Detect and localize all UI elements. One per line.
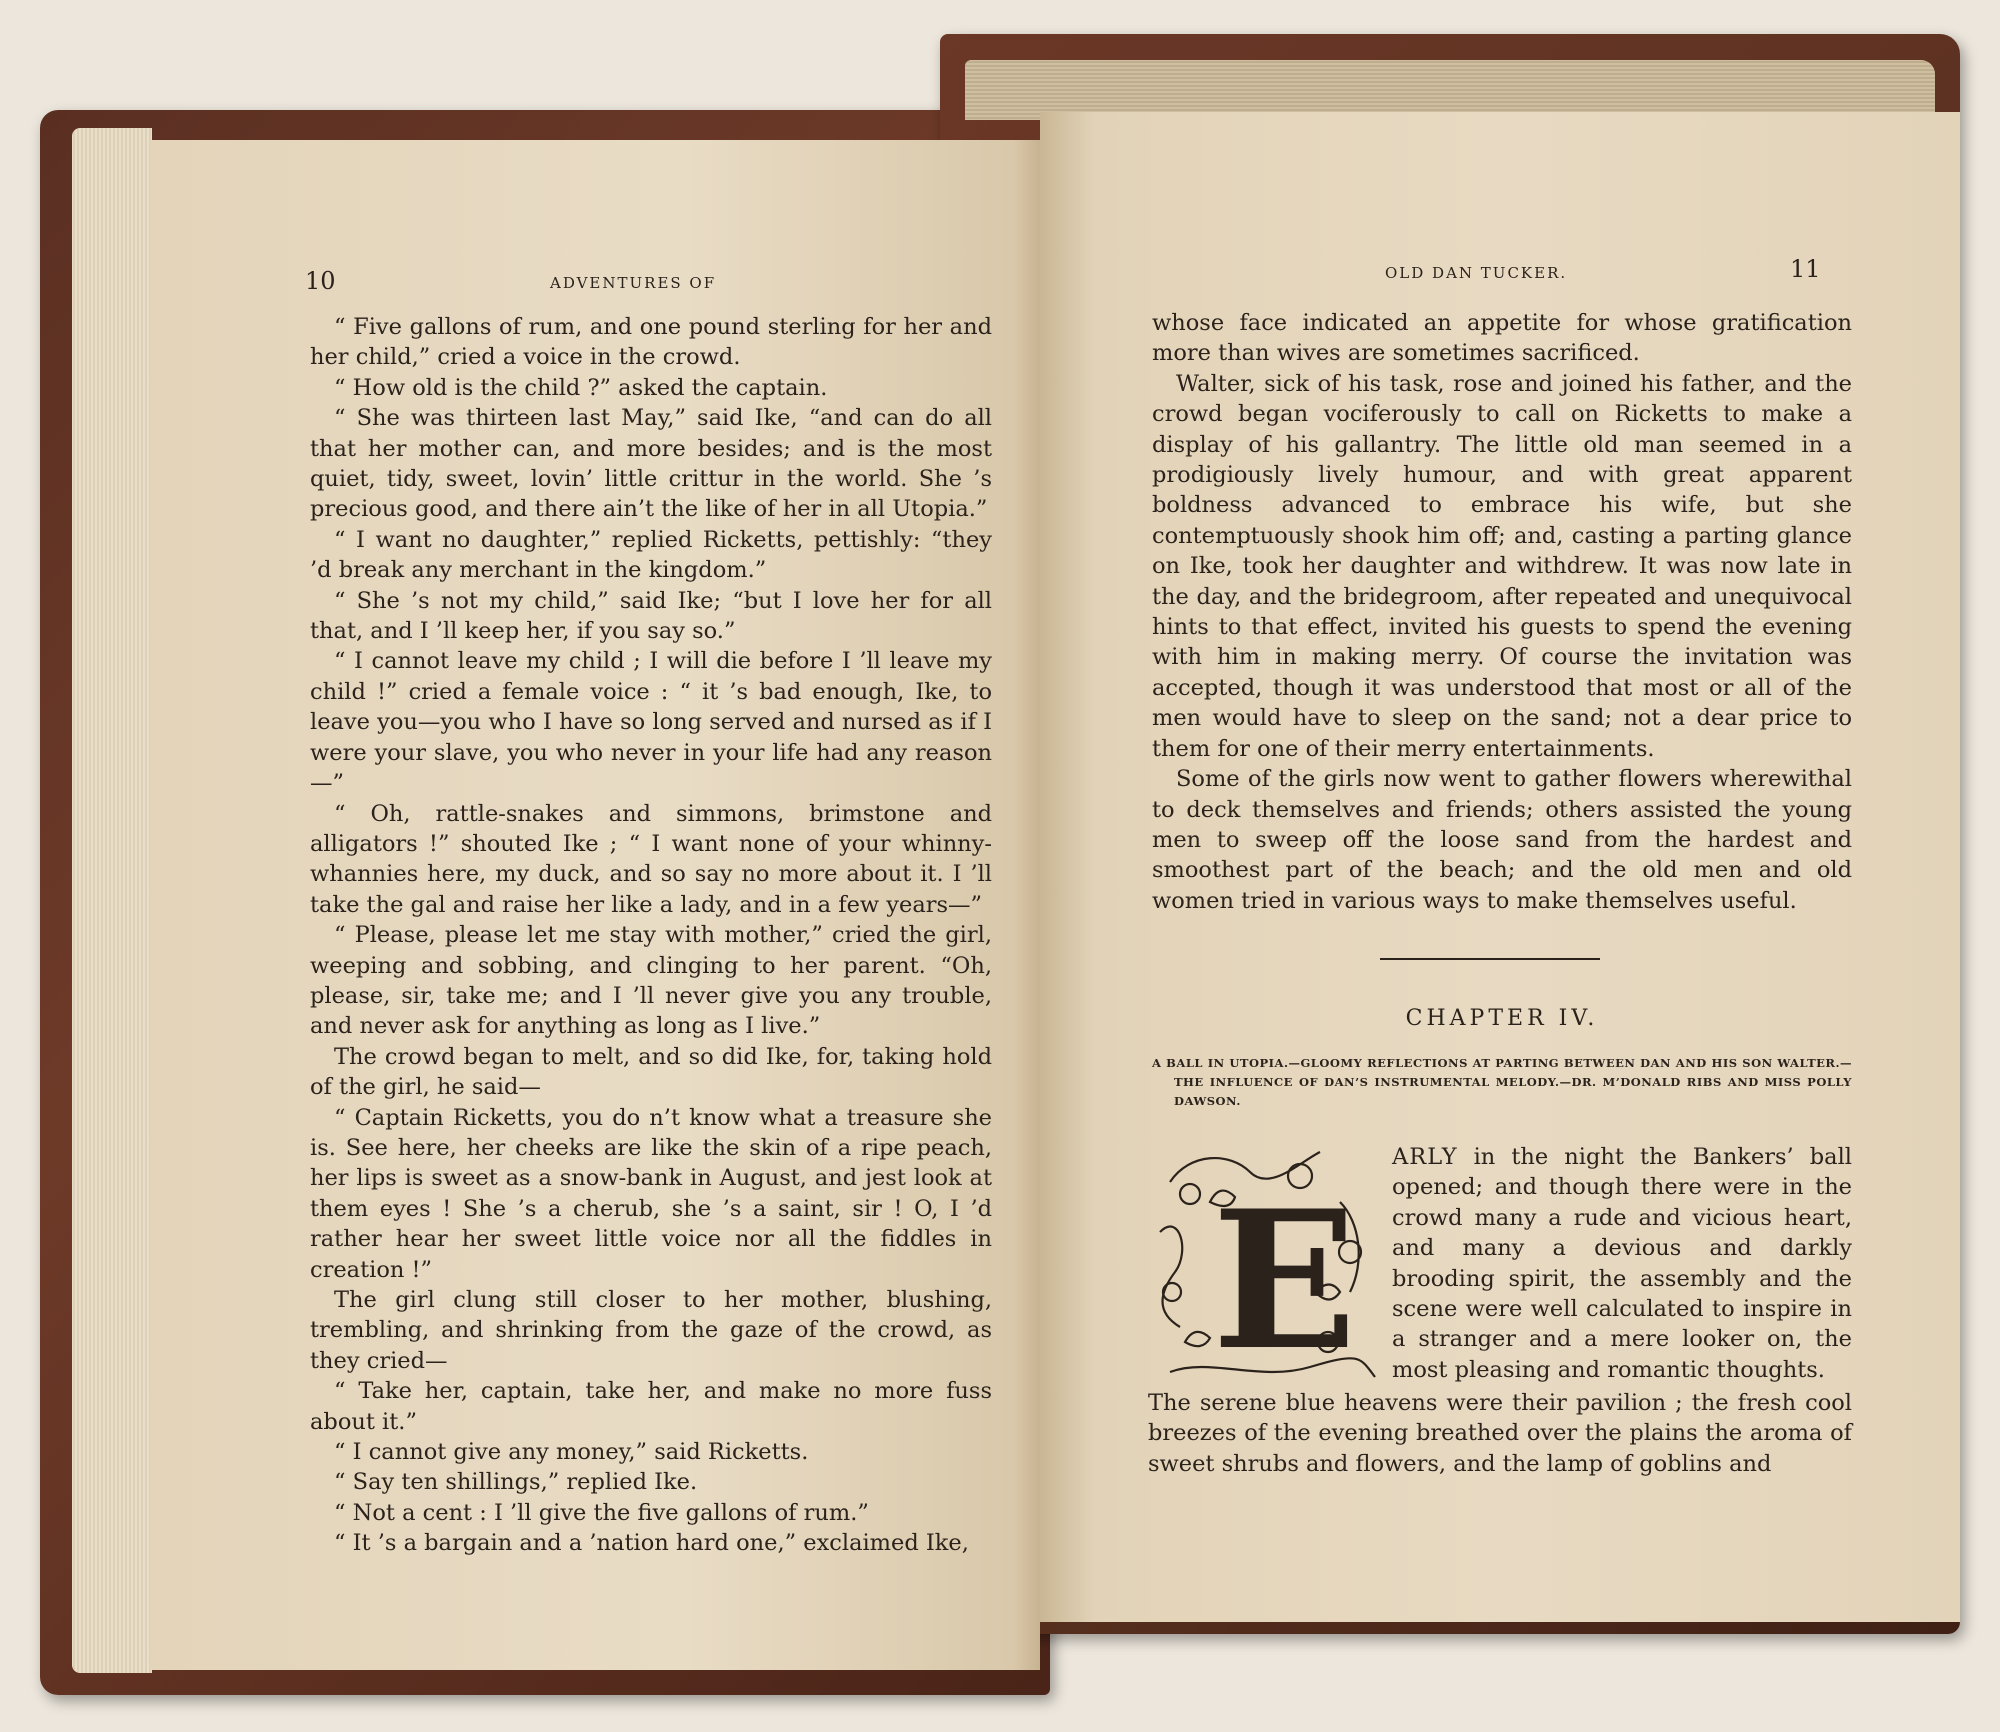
paragraph: whose face indicated an appetite for whose gratification more than wives are sometimes sacrificed. [1152,310,1852,367]
paragraph: “ She was thirteen last May,” said Ike, “and can do all that her mother can, and more besides; and is the most quiet, tidy, sweet, lovin’ little crittur in the world. She ’s precious good, and there ain’t the like of her in all Utopia.” [310,405,992,523]
paragraph: “ Say ten shillings,” replied Ike. [334,1469,698,1496]
paragraph: The crowd began to melt, and so did Ike, for, taking hold of the girl, he said— [310,1043,992,1101]
chapter-divider [1380,958,1600,960]
continuation-text: The serene blue heavens were their pavilion ; the fresh cool breezes of the evening breathed over the plains the aroma of sweet shrubs and flowers, and the lamp of goblins and [1148,1390,1852,1477]
dropcap-paragraph [1392,1142,1852,1385]
paragraph: “ Five gallons of rum, and one pound sterling for her and her child,” cried a voice in the crowd. [310,314,992,371]
paragraph: “ Captain Ricketts, you do n’t know what a treasure she is. See here, her cheeks are like the skin of a ripe peach, her lips is sweet as a snow-bank in August, and jest look at them eyes ! She ’s a cherub, she ’s a saint, sir ! O, I ’d rather hear her sweet little voice nor all the fiddles in creation !” [310,1104,992,1283]
page-edges-top [965,60,1935,120]
paragraph: “ Take her, captain, take her, and make no more fuss about it.” [310,1378,992,1435]
paragraph: The girl clung still closer to her mother, blushing, trembling, and shrinking from the gaze of the crowd, as they cried— [310,1287,992,1374]
paragraph: “ I cannot leave my child ; I will die before I ’ll leave my child !” cried a female voice : “ it ’s bad enough, Ike, to leave you—you who I have so long served and nursed as if I were your slave, you who never in your life had any reason—” [310,648,992,797]
paragraph: “ It ’s a bargain and a ’nation hard one,” exclaimed Ike, [334,1530,969,1557]
paragraph: “ Please, please let me stay with mother,” cried the girl, weeping and sobbing, and clinging to her parent. “Oh, please, sir, take me; and I ’ll never give you any trouble, and never ask for anything as long as I live.” [310,922,992,1040]
paragraph: Some of the girls now went to gather flowers wherewithal to deck themselves and friends; others assisted the young men to sweep off the loose sand from the hardest and smoothest part of the beach; and the old men and old women tried in various ways to make themselves useful. [1152,766,1852,914]
left-page [150,140,1040,1670]
chapter-summary-text: A BALL IN UTOPIA.—GLOOMY REFLECTIONS AT PARTING BETWEEN DAN AND HIS SON WALTER.—THE INFLUENCE OF DAN’S INSTRUMENTAL MELODY.—DR. M’DONALD RIBS AND MISS POLLY DAWSON. [1152,1056,1852,1108]
chapter-summary [1152,1054,1852,1111]
ornamental-initial-image [1150,1142,1380,1387]
page-edges-left [72,128,152,1673]
right-running-head: OLD DAN TUCKER. [1385,264,1568,282]
left-text-block [310,312,992,1559]
right-page [1040,112,1960,1622]
left-page-number: 10 [305,267,336,295]
continuation-paragraph [1148,1388,1852,1479]
paragraph: “ How old is the child ?” asked the captain. [334,374,828,401]
dropcap-letter: E [1212,1169,1357,1387]
paragraph: “ I cannot give any money,” said Ricketts. [334,1439,809,1466]
paragraph: Walter, sick of his task, rose and joined his father, and the crowd began vociferously to call on Ricketts to make a display of his gallantry. The little old man seemed in a prodigiously lively humour, and with great apparent boldness advanced to embrace his wife, but she contemptuously shook him off; and, casting a parting glance on Ike, took her daughter and withdrew. It was now late in the day, and the bridegroom, after repeated and unequivocal hints to that effect, invited his guests to spend the evening with him in making merry. Of course the invitation was accepted, though it was understood that most or all of the men would have to sleep on the sand; not a dear price to them for one of their merry entertainments. [1152,370,1852,762]
paragraph: “ Oh, rattle-snakes and simmons, brimstone and alligators !” shouted Ike ; “ I want none of your whinny-whannies here, my duck, and so say no more about it. I ’ll take the gal and raise her like a lady, and in a few years—” [310,800,992,918]
dropcap-text: in the night the Bankers’ ball opened; and though there were in the crowd many a rude and vicious heart, and many a devious and darkly brooding spirit, the assembly and the scene were well calculated to inspire in a stranger and a mere looker on, the most pleasing and romantic thoughts. [1392,1144,1852,1383]
left-running-head: ADVENTURES OF [550,274,717,292]
paragraph: “ She ’s not my child,” said Ike; “but I love her for all that, and I ’ll keep her, if you say so.” [310,587,992,645]
right-page-number: 11 [1790,255,1821,283]
right-text-block [1152,308,1852,916]
dropcap-lead: ARLY [1392,1144,1458,1170]
ornamental-dropcap [1150,1142,1380,1387]
paragraph: “ I want no daughter,” replied Ricketts, pettishly: “they ’d break any merchant in the kingdom.” [310,526,992,584]
paragraph: “ Not a cent : I ’ll give the five gallons of rum.” [334,1499,869,1526]
chapter-title: CHAPTER IV. [1405,1006,1599,1031]
